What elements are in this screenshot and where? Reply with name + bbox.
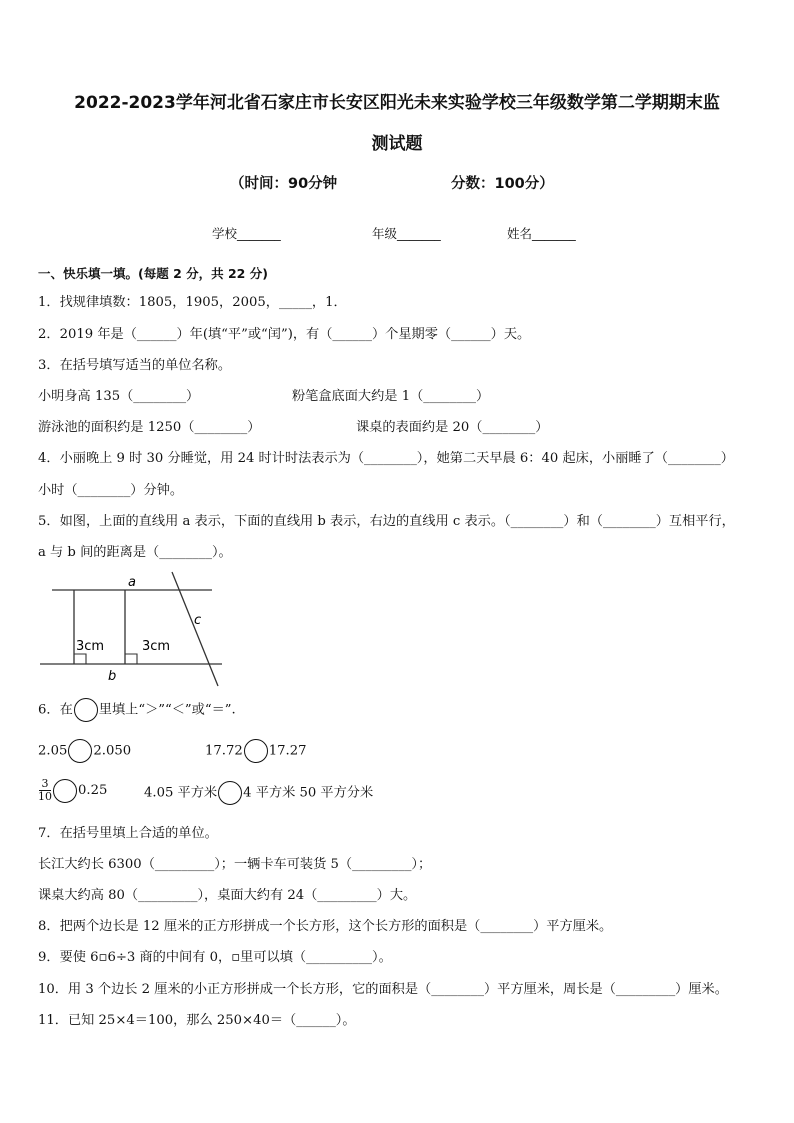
compare-b-left: 17.72 [205, 743, 243, 759]
question-3c: 游泳池的面积约是 1250（________） [38, 420, 261, 435]
exam-score: 分数：100分） [451, 176, 554, 192]
question-5-line1: 5．如图，上面的直线用 a 表示，下面的直线用 b 表示，右边的直线用 c 表示。（________）和（________）互相平行， [38, 514, 735, 529]
compare-item-a [38, 739, 131, 763]
question-6 [38, 698, 236, 722]
name-field: 姓名_______ [507, 226, 576, 241]
page-title-line1: 2022-2023学年河北省石家庄市长安区阳光未来实验学校三年级数学第二学期期末监 [74, 93, 720, 113]
question-8: 8．把两个边长是 12 厘米的正方形拼成一个长方形，这个长方形的面积是（________）平方厘米。 [38, 919, 613, 934]
label-b: b [108, 669, 117, 684]
distance-label-2: 3cm [142, 639, 171, 654]
question-4-line1: 4．小丽晚上 9 时 30 分睡觉，用 24 时计时法表示为（________），她第二天早晨 6：40 起床，小丽睡了（________） [38, 451, 734, 466]
question-3d: 课桌的表面约是 20（________） [356, 420, 549, 435]
question-7: 7．在括号里填上合适的单位。 [38, 826, 218, 841]
question-3b: 粉笔盒底面大约是 1（________） [292, 389, 490, 404]
compare-b-right: 17.27 [268, 743, 307, 759]
compare-circle-icon[interactable] [53, 779, 77, 803]
compare-d-right: 4 平方米 50 平方分米 [243, 785, 374, 801]
compare-circle-icon[interactable] [218, 781, 242, 805]
compare-item-c [38, 778, 107, 803]
question-1: 1．找规律填数：1805，1905，2005，_____，1． [38, 295, 347, 310]
right-angle-mark-1 [74, 654, 86, 664]
compare-c-right: 0.25 [78, 783, 108, 798]
distance-label-1: 3cm [76, 639, 105, 654]
compare-d-left: 4.05 平方米 [144, 785, 218, 801]
grade-field: 年级_______ [372, 226, 441, 241]
compare-circle-icon [74, 698, 98, 722]
exam-time: （时间：90分钟 [230, 176, 338, 192]
fraction-denominator: 10 [38, 790, 52, 803]
question-3: 3．在括号填写适当的单位名称。 [38, 358, 232, 373]
question-7b: 课桌大约高 80（_________），桌面大约有 24（_________）大。 [38, 888, 417, 903]
compare-item-b [205, 739, 307, 763]
parallel-lines-figure [36, 568, 236, 692]
fraction-numerator: 3 [41, 777, 49, 790]
compare-circle-icon[interactable] [244, 739, 268, 763]
question-6-prefix: 6．在 [38, 702, 73, 718]
school-field: 学校_______ [212, 226, 281, 241]
question-5-line2: a 与 b 间的距离是（________）。 [38, 545, 232, 560]
question-3a: 小明身高 135（________） [38, 389, 200, 404]
compare-circle-icon[interactable] [68, 739, 92, 763]
compare-a-left: 2.05 [38, 743, 68, 759]
line-c [172, 572, 218, 686]
question-11: 11．已知 25×4＝100，那么 250×40＝（______）。 [38, 1013, 356, 1028]
right-angle-mark-2 [125, 654, 137, 664]
compare-a-right: 2.050 [93, 743, 132, 759]
question-2: 2．2019 年是（______）年(填“平”或“闰”)，有（______）个星期零（______）天。 [38, 327, 531, 342]
question-6-suffix: 里填上“＞”“＜”或“＝”. [98, 702, 236, 718]
question-10: 10．用 3 个边长 2 厘米的小正方形拼成一个长方形，它的面积是（________）平方厘米，周长是（_________）厘米。 [38, 982, 728, 997]
label-c: c [194, 613, 202, 628]
label-a: a [128, 575, 136, 590]
compare-item-d [144, 781, 373, 805]
question-9: 9．要使 6▫6÷3 商的中间有 0，▫里可以填（__________）。 [38, 950, 392, 965]
question-4-line2: 小时（________）分钟。 [38, 483, 184, 498]
section-heading: 一、快乐填一填。(每题 2 分，共 22 分) [38, 266, 268, 281]
question-7a: 长江大约长 6300（_________）；一辆卡车可装货 5（_________）； [38, 857, 432, 872]
fraction [38, 778, 52, 803]
page-title-line2: 测试题 [371, 134, 423, 154]
